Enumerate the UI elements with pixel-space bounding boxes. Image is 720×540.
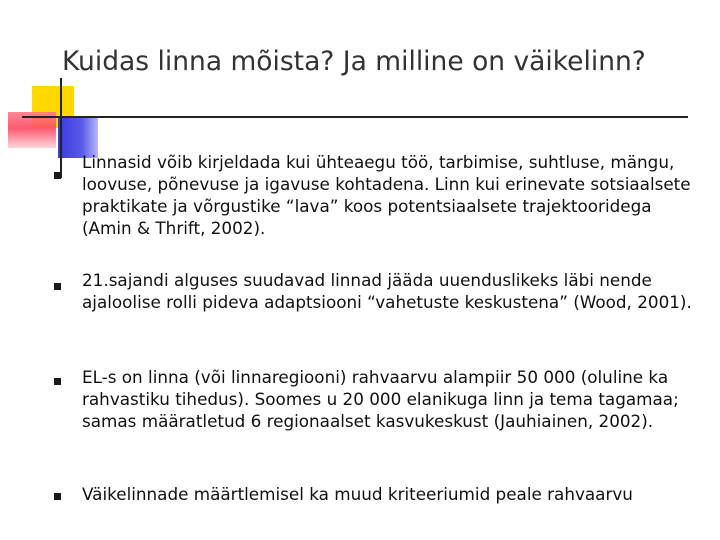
bullet-square-icon xyxy=(54,493,61,500)
bullet-square-icon xyxy=(54,378,61,385)
bullet-text: EL-s on linna (või linnaregiooni) rahvaarvu alampiir 50 000 (oluline ka rahvastiku tihedus). Soomes u 20 000 elanikuga linn ja tema tagamaa; samas määratletud 6 regionaalset kasvukeskust (Jauhiainen, 2002). xyxy=(82,367,679,431)
bullet-square-icon xyxy=(54,283,61,290)
bullet-square-icon xyxy=(54,172,61,179)
bullet-text: Linnasid võib kirjeldada kui ühteaegu töö, tarbimise, suhtluse, mängu, loovuse, põnevuse ja igavuse kohtadena. Linn kui erinevate sotsiaalsete praktikate ja võrgustike “lava” koos potentsiaalsete trajektooridega (Amin & Thrift, 2002). xyxy=(82,152,691,238)
decorative-horizontal-line xyxy=(22,116,688,118)
bullet-text: 21.sajandi alguses suudavad linnad jääda uuenduslikeks läbi nende ajaloolise rolli pideva adaptsiooni “vahetuste keskustena” (Wood, 2001). xyxy=(82,270,692,312)
bullet-text: Väikelinnade määrtlemisel ka muud kriteeriumid peale rahvaarvu xyxy=(82,484,633,504)
slide-title: Kuidas linna mõista? Ja milline on väikelinn? xyxy=(62,46,646,77)
decorative-vertical-line xyxy=(60,78,62,178)
